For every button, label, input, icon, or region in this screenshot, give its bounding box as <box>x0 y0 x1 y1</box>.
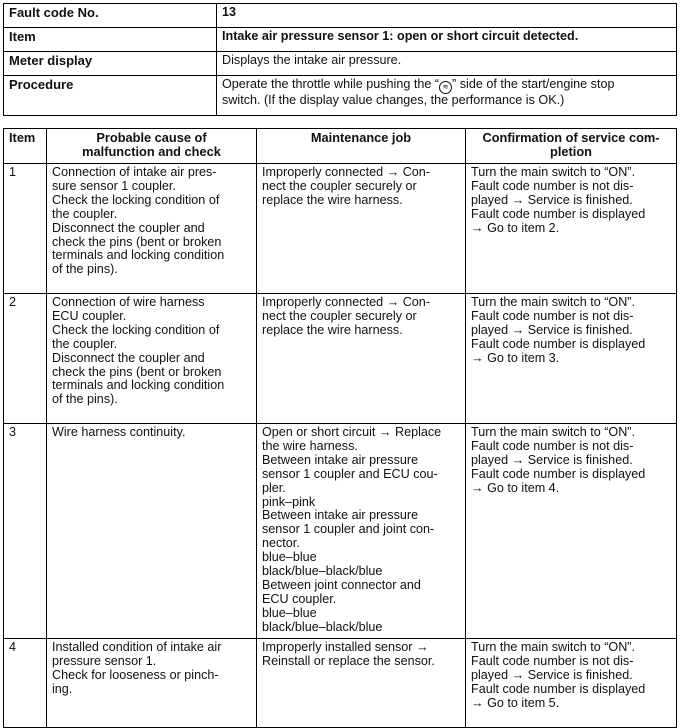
job-line: black/blue–black/blue <box>262 564 383 579</box>
row-cause-cell <box>47 164 257 294</box>
job-line: pler. <box>262 480 286 495</box>
confirmation-line: → Go to item 2. <box>471 220 560 235</box>
row-confirm-cell <box>466 639 677 728</box>
col-header-item: Item <box>4 129 47 164</box>
col-header-cause-line1: Probable cause of <box>96 130 207 145</box>
fault-header-table <box>3 3 677 116</box>
cause-line: terminals and locking condition <box>52 378 225 393</box>
row-item-number: 3 <box>4 424 47 639</box>
cause-line: ing. <box>52 681 73 696</box>
cause-line: Check the locking condition of <box>52 322 220 337</box>
item-value: Intake air pressure sensor 1: open or short circuit detected. <box>217 28 677 52</box>
row-cause-cell <box>47 294 257 424</box>
job-line: blue–blue <box>262 605 317 620</box>
col-header-job: Maintenance job <box>257 129 466 164</box>
table-body <box>4 164 677 728</box>
cause-line: terminals and locking condition <box>52 248 225 263</box>
job-line: Open or short circuit → Replace <box>262 425 442 439</box>
cause-line: check the pins (bent or broken <box>52 234 222 249</box>
job-line: Improperly installed sensor → <box>262 640 429 654</box>
job-line: Improperly connected → Con- <box>262 165 430 179</box>
row-job-cell <box>257 424 466 639</box>
table-row <box>4 294 677 424</box>
row-confirm-cell <box>466 424 677 639</box>
confirmation-line: Turn the main switch to “ON”. <box>471 640 635 654</box>
procedure-value <box>217 76 677 116</box>
meter-display-value: Displays the intake air pressure. <box>217 52 677 76</box>
cause-line: Installed condition of intake air <box>52 640 222 654</box>
confirmation-line: → Go to item 5. <box>471 695 560 710</box>
fault-code-value: 13 <box>217 4 677 28</box>
fault-code-row <box>4 4 677 28</box>
job-line: black/blue–black/blue <box>262 619 383 634</box>
procedure-label: Procedure <box>4 76 217 116</box>
job-line: Between intake air pressure <box>262 452 419 467</box>
row-job-cell <box>257 164 466 294</box>
job-line: Between joint connector and <box>262 577 421 592</box>
procedure-line-2: switch. (If the display value changes, the performance is OK.) <box>222 93 565 107</box>
cause-line: sure sensor 1 coupler. <box>52 178 176 193</box>
table-row <box>4 164 677 294</box>
confirmation-line: → Go to item 3. <box>471 350 560 365</box>
cause-line: Check the locking condition of <box>52 192 220 207</box>
job-line: nect the coupler securely or <box>262 178 417 193</box>
job-line: Between intake air pressure <box>262 508 419 523</box>
cause-line: Wire harness continuity. <box>52 425 186 439</box>
cause-line: of the pins). <box>52 392 118 407</box>
job-line: pink–pink <box>262 494 316 509</box>
cause-line: Disconnect the coupler and <box>52 220 205 235</box>
row-job-cell <box>257 639 466 728</box>
job-line: the wire harness. <box>262 438 358 453</box>
confirmation-line: Turn the main switch to “ON”. <box>471 165 635 179</box>
job-line: Improperly connected → Con- <box>262 295 430 309</box>
meter-display-label: Meter display <box>4 52 217 76</box>
confirmation-line: Fault code number is not dis- <box>471 653 634 668</box>
confirmation-line: Fault code number is not dis- <box>471 178 634 193</box>
job-line: Reinstall or replace the sensor. <box>262 653 435 668</box>
cause-line: Check for looseness or pinch- <box>52 667 219 682</box>
col-header-confirmation <box>466 129 677 164</box>
job-line: blue–blue <box>262 550 317 565</box>
row-cause-cell <box>47 639 257 728</box>
cause-line: ECU coupler. <box>52 308 127 323</box>
procedure-text-end: ” side of the start/engine stop <box>452 77 615 91</box>
cause-line: Disconnect the coupler and <box>52 350 205 365</box>
row-cause-cell <box>47 424 257 639</box>
job-line: sensor 1 coupler and joint con- <box>262 522 435 537</box>
confirmation-line: Fault code number is displayed <box>471 206 646 221</box>
confirmation-line: Fault code number is displayed <box>471 466 646 481</box>
col-header-confirmation-line1: Confirmation of service com- <box>482 130 660 145</box>
meter-display-row <box>4 52 677 76</box>
cause-line: Connection of wire harness <box>52 295 205 309</box>
table-row <box>4 639 677 728</box>
row-item-number: 1 <box>4 164 47 294</box>
confirmation-line: Fault code number is displayed <box>471 336 646 351</box>
procedure-text-start: Operate the throttle while pushing the “ <box>222 77 440 91</box>
cause-line: the coupler. <box>52 336 118 351</box>
col-header-cause-line2: malfunction and check <box>82 143 221 159</box>
confirmation-line: Turn the main switch to “ON”. <box>471 295 635 309</box>
confirmation-line: played → Service is finished. <box>471 322 633 337</box>
cause-line: check the pins (bent or broken <box>52 364 222 379</box>
cause-line: the coupler. <box>52 206 118 221</box>
cause-line: Connection of intake air pres- <box>52 165 217 179</box>
confirmation-line: played → Service is finished. <box>471 667 633 682</box>
confirmation-line: played → Service is finished. <box>471 452 633 467</box>
confirmation-line: played → Service is finished. <box>471 192 633 207</box>
col-header-cause <box>47 129 257 164</box>
job-line: nect the coupler securely or <box>262 308 417 323</box>
row-item-number: 4 <box>4 639 47 728</box>
job-line: replace the wire harness. <box>262 322 403 337</box>
col-header-confirmation-line2: pletion <box>550 143 592 159</box>
job-line: replace the wire harness. <box>262 192 403 207</box>
item-row <box>4 28 677 52</box>
row-item-number: 2 <box>4 294 47 424</box>
job-line: ECU coupler. <box>262 591 337 606</box>
item-label: Item <box>4 28 217 52</box>
row-job-cell <box>257 294 466 424</box>
procedure-row <box>4 76 677 116</box>
column-header-row <box>4 129 677 164</box>
cause-line: pressure sensor 1. <box>52 653 157 668</box>
confirmation-line: Fault code number is not dis- <box>471 438 634 453</box>
job-line: sensor 1 coupler and ECU cou- <box>262 466 438 481</box>
confirmation-line: → Go to item 4. <box>471 480 560 495</box>
row-confirm-cell <box>466 164 677 294</box>
job-line: nector. <box>262 536 300 551</box>
confirmation-line: Fault code number is not dis- <box>471 308 634 323</box>
cause-line: of the pins). <box>52 262 118 277</box>
troubleshooting-table <box>3 128 677 728</box>
confirmation-line: Turn the main switch to “ON”. <box>471 425 635 439</box>
start-switch-icon: ≋ <box>439 81 452 94</box>
table-row <box>4 424 677 639</box>
confirmation-line: Fault code number is displayed <box>471 681 646 696</box>
fault-code-label: Fault code No. <box>4 4 217 28</box>
row-confirm-cell <box>466 294 677 424</box>
